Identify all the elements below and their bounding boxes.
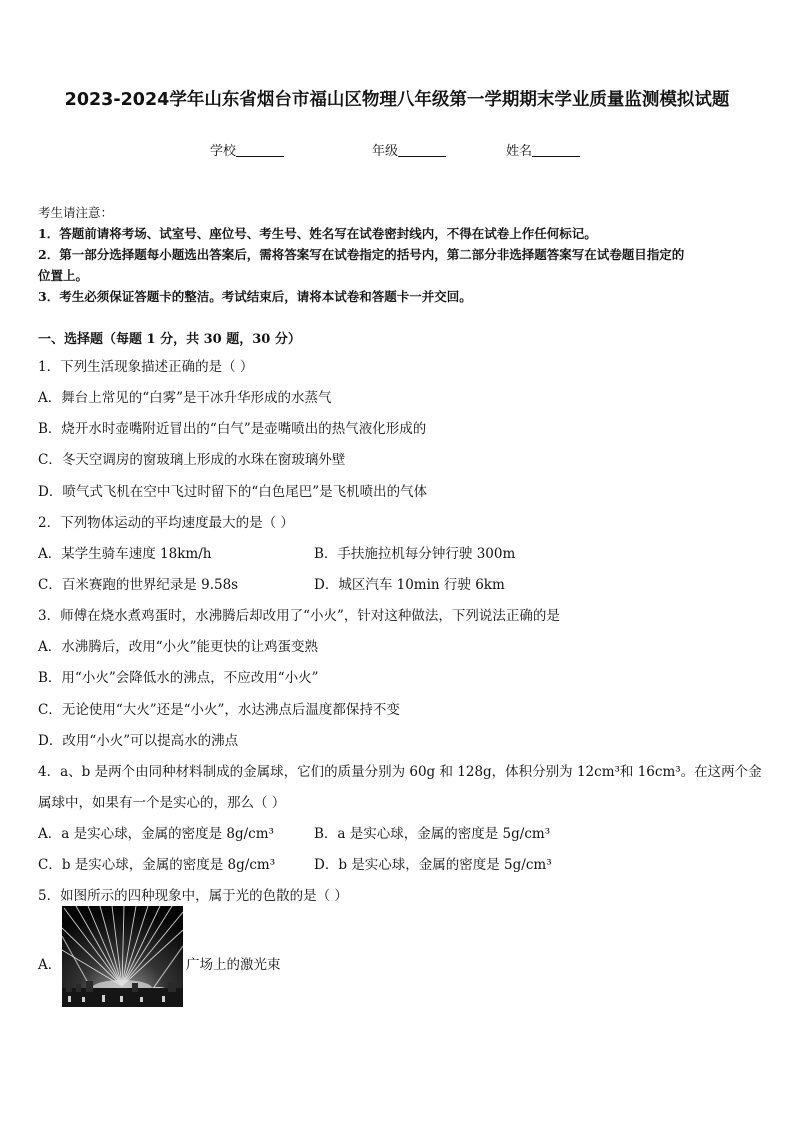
- grade-field: [372, 140, 446, 159]
- q4-option-d: D．b 是实心球，金属的密度是 5g/cm³: [314, 857, 552, 873]
- notice-item-3: 3．考生必须保证答题卡的整洁。考试结束后，请将本试卷和答题卡一并交回。: [38, 289, 472, 304]
- school-blank: [236, 143, 284, 157]
- grade-blank: [398, 143, 446, 157]
- laser-beams-illustration: [62, 906, 183, 1007]
- q1-option-a: A．舞台上常见的“白雾”是干冰升华形成的水蒸气: [38, 390, 332, 406]
- q2-option-c: C．百米赛跑的世界纪录是 9.58s: [38, 577, 239, 593]
- q5-option-a-label: 广场上的激光束: [186, 957, 281, 973]
- q3-option-a: A．水沸腾后，改用“小火”能更快的让鸡蛋变熟: [38, 639, 319, 655]
- page-title: 2023-2024学年山东省烟台市福山区物理八年级第一学期期末学业质量监测模拟试题: [64, 90, 730, 110]
- q4-stem-line2: 属球中，如果有一个是实心的，那么（ ）: [38, 795, 286, 811]
- q3-option-c: C．无论使用“大火”还是“小火”，水达沸点后温度都保持不变: [38, 702, 400, 718]
- notice-item-2: 2．第一部分选择题每小题选出答案后，需将答案写在试卷指定的括号内，第二部分非选择题答案写在试卷题目指定的: [38, 247, 685, 262]
- q1-option-c: C．冬天空调房的窗玻璃上形成的水珠在窗玻璃外壁: [38, 452, 346, 468]
- grade-label: 年级: [372, 144, 399, 159]
- q1-option-d: D．喷气式飞机在空中飞过时留下的“白色尾巴”是飞机喷出的气体: [38, 484, 428, 500]
- q1-option-b: B．烧开水时壶嘴附近冒出的“白气”是壶嘴喷出的热气液化形成的: [38, 421, 427, 437]
- q5-option-a-mark: A．: [38, 957, 62, 973]
- name-label: 姓名: [506, 144, 533, 159]
- notice-item-1: 1．答题前请将考场、试室号、座位号、考生号、姓名写在试卷密封线内，不得在试卷上作任何标记。: [38, 226, 597, 241]
- q3-option-d: D．改用“小火”可以提高水的沸点: [38, 733, 239, 749]
- school-field: [210, 140, 284, 159]
- name-field: [506, 140, 580, 159]
- q2-stem: 2．下列物体运动的平均速度最大的是（ ）: [38, 515, 294, 531]
- school-label: 学校: [210, 144, 237, 159]
- notice-item-2-cont: 位置上。: [38, 268, 89, 283]
- laser-beams-image: [62, 906, 183, 1007]
- q5-stem: 5．如图所示的四种现象中，属于光的色散的是（ ）: [38, 888, 348, 904]
- q2-option-d: D．城区汽车 10min 行驶 6km: [314, 577, 505, 593]
- q4-option-b: B．a 是实心球，金属的密度是 5g/cm³: [314, 826, 551, 842]
- notice-heading: 考生请注意：: [38, 205, 114, 220]
- q4-option-a: A．a 是实心球，金属的密度是 8g/cm³: [38, 826, 274, 842]
- name-blank: [532, 143, 580, 157]
- q2-option-b: B．手扶施拉机每分钟行驶 300m: [314, 546, 516, 562]
- q3-option-b: B．用“小火”会降低水的沸点，不应改用“小火”: [38, 670, 319, 686]
- q4-option-c: C．b 是实心球，金属的密度是 8g/cm³: [38, 857, 276, 873]
- section-heading: 一、选择题（每题 1 分，共 30 题，30 分）: [38, 332, 301, 347]
- q1-stem: 1．下列生活现象描述正确的是（ ）: [38, 359, 254, 375]
- q4-stem-line1: 4．a、b 是两个由同种材料制成的金属球，它们的质量分别为 60g 和 128g，体积分别为 12cm³和 16cm³。在这两个金: [38, 764, 762, 780]
- q3-stem: 3．师傅在烧水煮鸡蛋时，水沸腾后却改用了“小火”，针对这种做法，下列说法正确的是: [38, 608, 560, 624]
- q2-option-a: A．某学生骑车速度 18km/h: [38, 546, 212, 562]
